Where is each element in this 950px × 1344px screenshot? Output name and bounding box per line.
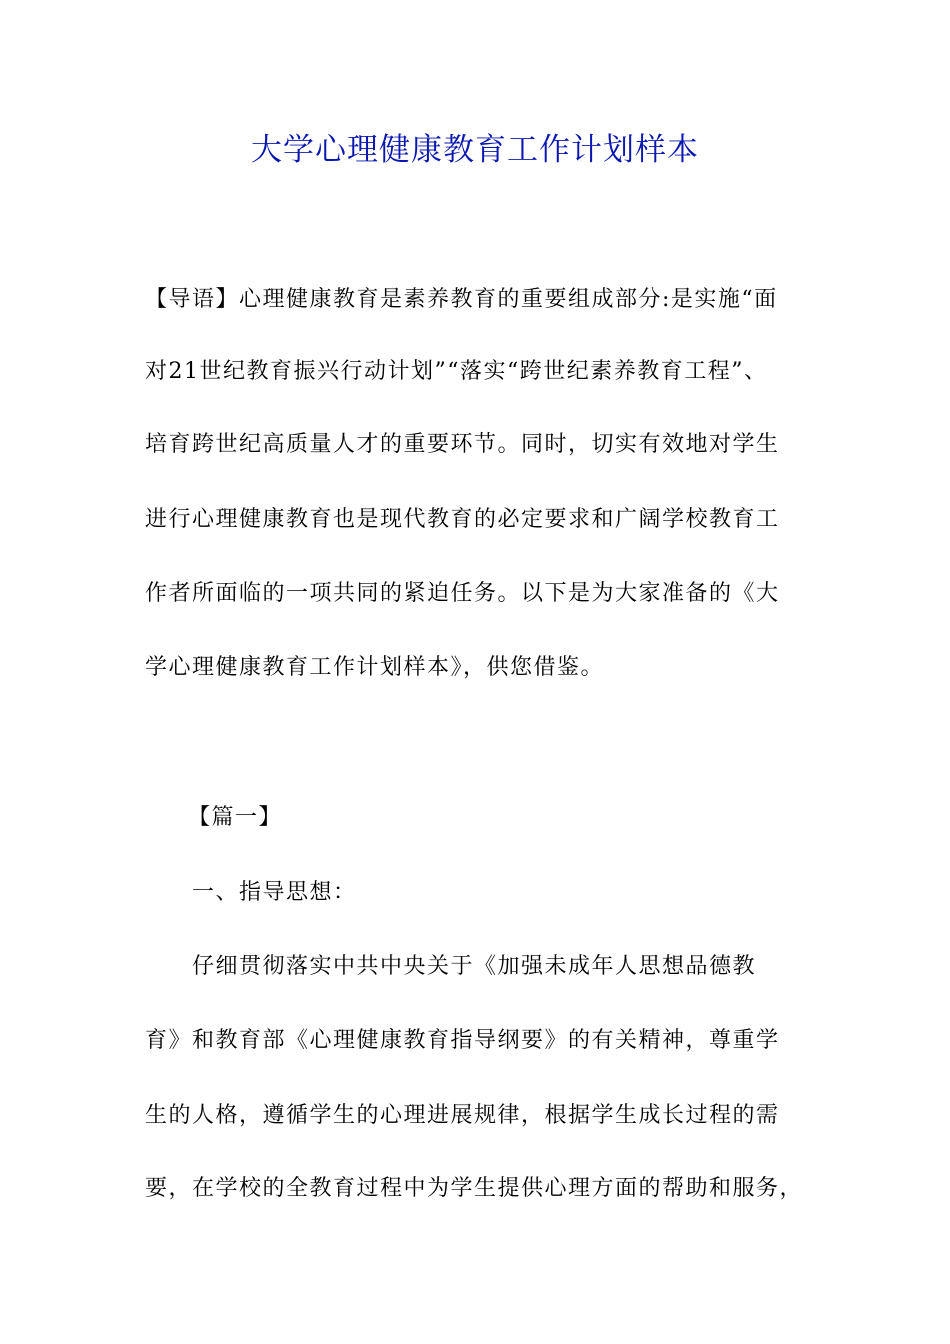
intro-line: 培育跨世纪高质量人才的重要环节。同时，切实有效地对学生 [145, 432, 780, 457]
intro-line: 【导语】心理健康教育是素养教育的重要组成部分:是实施“面 [145, 287, 778, 312]
section-heading: 一、指导思想： [192, 880, 357, 905]
intro-line: 对21世纪教育振兴行动计划”“落实“跨世纪素养教育工程”、 [145, 359, 768, 384]
intro-line: 作者所面临的一项共同的紧迫任务。以下是为大家准备的《大 [145, 581, 780, 606]
body-line: 要，在学校的全教育过程中为学生提供心理方面的帮助和服务， [145, 1176, 804, 1201]
intro-line: 学心理健康教育工作计划样本》，供您借鉴。 [145, 655, 605, 680]
document-title: 大学心理健康教育工作计划样本 [251, 132, 699, 168]
body-line: 育》和教育部《心理健康教育指导纲要》的有关精神，尊重学 [145, 1028, 780, 1053]
section-label: 【篇一】 [188, 805, 283, 830]
body-line: 仔细贯彻落实中共中央关于《加强未成年人思想品德教 [192, 954, 757, 979]
body-line: 生的人格，遵循学生的心理进展规律，根据学生成长过程的需 [145, 1103, 780, 1128]
intro-line: 进行心理健康教育也是现代教育的必定要求和广阔学校教育工 [145, 507, 780, 532]
